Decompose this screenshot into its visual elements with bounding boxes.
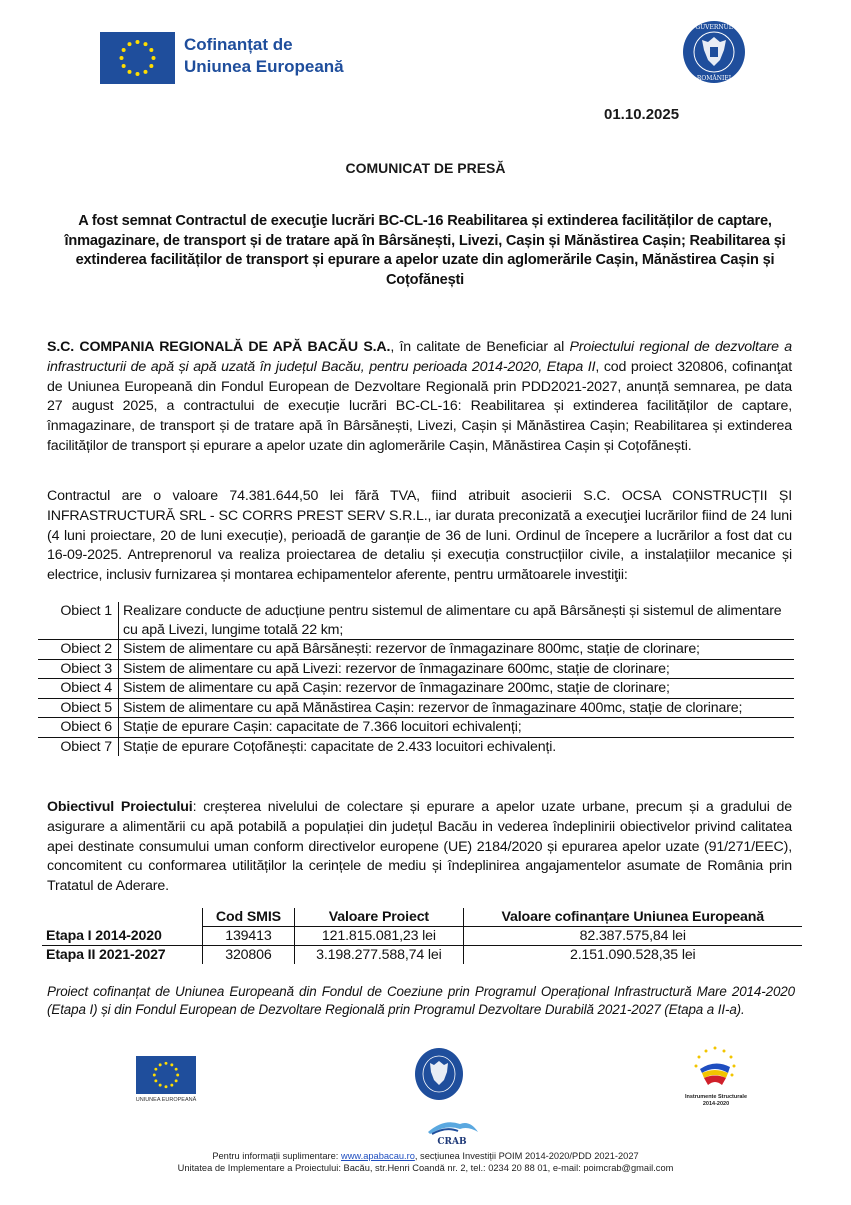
eu-stars-small-icon [136,1056,196,1094]
crab-logo-text: CRAB [437,1137,467,1146]
objective-label: Obiectivul Proiectului [47,799,193,815]
eu-star-icon [154,1079,157,1082]
finance-eu-value: 2.151.090.528,35 lei [463,946,802,965]
object-label: Obiect 6 [38,718,119,738]
eu-small-label: UNIUNEA EUROPEANĂ [135,1097,197,1103]
object-row [38,718,794,738]
eu-star-icon [159,1063,162,1066]
finance-header-smis: Cod SMIS [202,908,295,927]
paragraph-contract: Contractul are o valoare 74.381.644,50 lei fără TVA, fiind atribuit asocierii S.C. OCSA CONSTRUCȚII ȘI INFRASTRUCTURĂ SRL - SC CORRS PREST SERV S.R.L., iar durata preconizată a execuţiei lucrărilor fiind de 24 luni (4 luni proiectare, 20 de luni execuție), perioadă de garanție de 36 de luni. Ordinul de începere a lucrărilor a fost dat cu 16-09-2025. Antreprenorul va realiza proiectarea de detaliu și execuția construcțiilor civile, a instalațiilor mecanice și electrice, inclusiv furnizarea și montarea echipamentelor aferente, pentru următoarele investiţii: [47,488,792,584]
intro-text-b: , cod proiect 320806, cofinanţat de Uniunea Europeană din Fondul European de Dezvoltare Regională prin PDD2021-2027, anunță semnarea, pe data 27 august 2025, a contractului de execuție lucrări BC-CL-16: Reabilitarea și extinderea facilităților de captare, înmagazinare, de transport și de tratare apă în Bârsănești, Livezi, Cașin și Mănăstirea Cașin; Reabilitarea și extinderea facilităților de transport și epurare a apelor uzate din aglomerările Cașin, Mănăstirea Cașin și Coțofănești. [47,358,792,454]
object-row [38,698,794,718]
footer-contact-line: Unitatea de Implementare a Proiectului: Bacău, str.Henri Coandă nr. 2, tel.: 0234 20 88 01, e-mail: poimcrab@gmail.com [177,1163,674,1173]
eu-flag-logo [100,32,175,84]
eu-star-icon [165,1062,168,1065]
eu-star-icon [120,56,124,60]
object-row [38,659,794,679]
svg-text:GUVERNUL: GUVERNUL [695,24,733,31]
finance-table [42,908,802,964]
object-label: Obiect 2 [38,640,119,660]
is-label-line1: Instrumente Structurale [684,1094,748,1100]
object-label: Obiect 1 [38,602,119,640]
eu-cofinancing-label [184,34,344,78]
romanian-government-logo [682,20,746,84]
paragraph-objective [47,798,792,897]
eu-star-icon [128,42,132,46]
finance-header-eu-value: Valoare cofinanțare Uniunea Europeană [463,908,802,927]
finance-header-empty [42,908,202,927]
cofinancing-note: Proiect cofinanțat de Uniunea Europeană din Fondul de Coeziune prin Programul Operațional Infrastructură Mare 2014-2020 (Etapa I) și din Fondul European de Dezvoltare Regională prin Programul Dezvoltare Durabilă 2021-2027 (Etapa a II-a). [47,984,795,1017]
eu-label-line2: Uniunea Europeană [184,57,344,76]
eu-star-icon [144,42,148,46]
svg-text:ROMÂNIEI: ROMÂNIEI [696,75,732,82]
eu-star-icon [154,1068,157,1071]
object-description: Sistem de alimentare cu apă Cașin: rezervor de înmagazinare 200mc, stație de clorinare; [119,679,795,699]
object-label: Obiect 3 [38,659,119,679]
eu-star-icon [149,48,153,52]
object-description: Sistem de alimentare cu apă Bârsănești: rezervor de înmagazinare 800mc, stație de clorinare; [119,640,795,660]
crab-logo [424,1116,480,1146]
eu-star-icon [170,1063,173,1066]
eu-star-icon [136,72,140,76]
intro-text-a: , în calitate de Beneficiar al [390,339,570,355]
footer-suffix: , secțiunea Investiții POIM 2014-2020/PDD 2021-2027 [414,1151,639,1161]
footer-prefix: Pentru informații suplimentare: [212,1151,341,1161]
finance-row [42,946,802,965]
eu-stars-icon [100,32,175,84]
finance-value: 3.198.277.588,74 lei [295,946,463,965]
structural-instruments-label [676,1094,756,1108]
objects-table [38,602,794,756]
finance-header-row [42,908,802,927]
eu-star-icon [144,70,148,74]
object-description: Sistem de alimentare cu apă Livezi: rezervor de înmagazinare 600mc, stație de clorinare; [119,659,795,679]
object-row [38,737,794,756]
object-label: Obiect 7 [38,737,119,756]
romanian-government-small-logo [414,1047,464,1101]
eu-star-icon [170,1084,173,1087]
object-description: Stație de epurare Coțofănești: capacitate de 2.433 locuitori echivalenți. [123,738,557,755]
headline: A fost semnat Contractul de execuţie lucrări BC-CL-16 Reabilitarea și extinderea facilităților de captare, înmagazinare, de transport și de tratare apă în Bârsănești, Livezi, Cașin și Mănăstirea Cașin; Reabilitarea și extinderea facilităților de transport și epurare a apelor uzate din aglomerările Cașin, Mănăstirea Cașin și Coțofănești [64,213,786,288]
object-description: Stație de epurare Cașin: capacitate de 7.366 locuitori echivalenți; [119,718,795,738]
object-label: Obiect 5 [38,698,119,718]
eu-star-icon [165,1085,168,1088]
object-row [38,679,794,699]
finance-eu-value: 82.387.575,84 lei [463,927,802,946]
object-description: Sistem de alimentare cu apă Mănăstirea Cașin: rezervor de înmagazinare 400mc, stație de clorinare; [119,698,795,718]
object-row [38,602,794,640]
object-row [38,640,794,660]
finance-row [42,927,802,946]
eu-label-line1: Cofinanțat de [184,35,293,54]
eu-star-icon [128,70,132,74]
object-label: Obiect 4 [38,679,119,699]
document-title: COMUNICAT DE PRESĂ [345,160,506,176]
eu-star-icon [159,1084,162,1087]
finance-value: 121.815.081,23 lei [295,927,463,946]
object-description: Realizare conducte de aducțiune pentru sistemul de alimentare cu apă Bârsănești și sistemul de alimentare cu apă Livezi, lungime totală 22 km; [119,602,795,640]
eu-star-icon [175,1068,178,1071]
finance-stage: Etapa I 2014-2020 [42,927,202,946]
company-name: S.C. COMPANIA REGIONALĂ DE APĂ BACĂU S.A. [47,339,391,355]
eu-star-icon [136,40,140,44]
paragraph-intro [47,338,792,457]
eu-star-icon [176,1074,179,1077]
website-link[interactable]: www.apabacau.ro [340,1151,415,1161]
eu-star-icon [153,1074,156,1077]
is-label-line2: 2014-2020 [702,1101,730,1107]
finance-stage: Etapa II 2021-2027 [46,947,166,963]
eu-star-icon [122,48,126,52]
press-release-date: 01.10.2025 [604,106,680,123]
finance-header-value: Valoare Proiect [295,908,463,927]
eu-star-icon [149,64,153,68]
structural-instruments-logo [690,1045,740,1090]
finance-smis: 320806 [202,946,295,965]
eu-star-icon [122,64,126,68]
objective-text: : creșterea nivelului de colectare și epurare a apelor uzate urbane, precum și a gradului de asigurare a alimentării cu apă potabilă a populației din județul Bacău in vederea îndeplinirii obiectivelor privind calitatea apei destinate consumului uman conform directivelor europene (UE) 2184/2020 și epurarea apelor uzate (91/271/EEC), concomitent cu conformarea utilităților la cerințele de mediu și îndeplinirea angajamentelor asumate de România prin Tratatul de Aderare. [47,799,792,895]
footer-info-line [0,1150,851,1162]
eu-star-icon [152,56,156,60]
project-name: Proiectului regional de dezvoltare a infrastructurii de apă și apă uzată în județul Bacău, pentru perioada 2014-2020, Etapa II [47,339,793,375]
eu-star-icon [175,1079,178,1082]
finance-smis: 139413 [202,927,295,946]
eu-flag-small-logo [136,1056,196,1094]
